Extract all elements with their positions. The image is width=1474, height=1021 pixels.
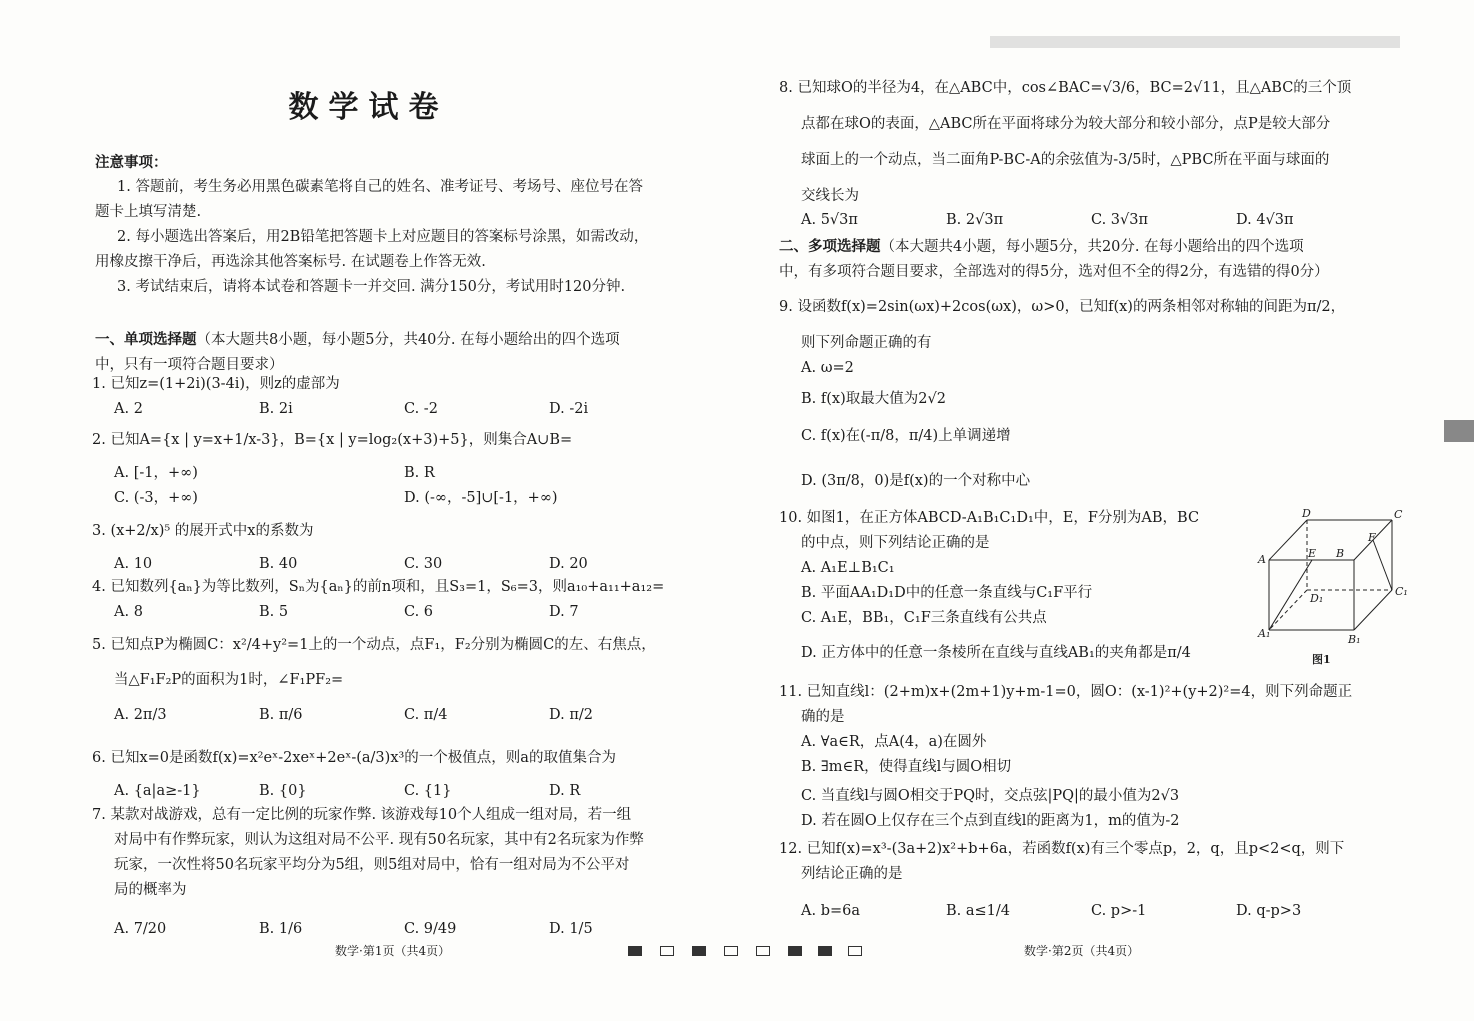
page-title: 数学试卷 [288, 90, 449, 125]
segment-a1e [1269, 560, 1312, 630]
question-stem: 1. 已知z=(1+2i)(3-4i)，则z的虚部为 [92, 376, 340, 392]
option-a: A. A₁E⊥B₁C₁ [801, 560, 895, 576]
options-row [92, 397, 694, 422]
registration-mark [660, 946, 674, 956]
question-stem-cont: 玩家，一次性将50名玩家平均分为5组，则5组对局中，恰有一组对局为不公平对 [114, 857, 630, 873]
option-c: C. 当直线l与圆O相交于PQ时，交点弦|PQ|的最小值为2√3 [801, 788, 1180, 804]
question-2 [92, 428, 694, 511]
option-b: B. 1/6 [259, 921, 303, 937]
question-11 [779, 680, 1352, 834]
question-9 [779, 295, 1345, 494]
question-stem-cont: 交线长为 [801, 188, 859, 204]
option-b: B. R [404, 465, 435, 481]
figure-label: F [1368, 531, 1376, 544]
option-d: D. R [549, 783, 581, 799]
option-b: B. 2√3π [946, 212, 1004, 228]
notice-section [95, 150, 648, 300]
section-1 [95, 327, 620, 378]
figure-label: B₁ [1348, 633, 1361, 646]
question-stem-cont: 局的概率为 [114, 882, 187, 898]
cube-edge [1269, 520, 1307, 560]
question-stem: 9. 设函数f(x)=2sin(ωx)+2cos(ωx)，ω>0，已知f(x)的两条相邻对称轴的间距为π/2， [779, 299, 1346, 315]
figure-label: D₁ [1310, 592, 1324, 605]
question-stem: 4. 已知数列{aₙ}为等比数列，Sₙ为{aₙ}的前n项和，且S₃=1，S₆=3，则a₁₀+a₁₁+a₁₂= [92, 579, 665, 595]
option-d: D. q-p>3 [1236, 903, 1302, 919]
section-2-desc-cont: 中，有多项符合题目要求，全部选对的得5分，选对但不全的得2分，有选错的得0分） [779, 264, 1329, 280]
cube-edge [1354, 590, 1392, 630]
cube-edge [1269, 590, 1307, 630]
registration-mark [628, 946, 642, 956]
option-d: D. 4√3π [1236, 212, 1294, 228]
figure-label: A₁ [1258, 627, 1271, 640]
option-d: D. 1/5 [549, 921, 593, 937]
option-a: A. 2 [114, 401, 143, 417]
question-6 [92, 746, 694, 804]
question-stem-cont: 列结论正确的是 [801, 866, 903, 882]
figure-label: D [1302, 507, 1311, 520]
option-a: A. 7/20 [114, 921, 167, 937]
option-c: C. A₁E，BB₁，C₁F三条直线有公共点 [801, 610, 1047, 626]
question-stem: 12. 已知f(x)=x³-(3a+2)x²+b+6a，若函数f(x)有三个零点p，2，q，且p<2<q，则下 [779, 841, 1345, 857]
options-row [92, 600, 694, 625]
registration-mark [724, 946, 738, 956]
question-stem-cont: 的中点，则下列结论正确的是 [801, 535, 990, 551]
option-c: C. 9/49 [404, 921, 457, 937]
question-stem: 3. (x+2/x)⁵ 的展开式中x的系数为 [92, 523, 314, 539]
section-2-title: 二、多项选择题 [779, 238, 881, 255]
figure-label: B [1336, 547, 1345, 560]
option-b: B. 平面AA₁D₁D中的任意一条直线与C₁F平行 [801, 585, 1093, 601]
page-2 [737, 0, 1474, 1021]
question-stem: 5. 已知点P为椭圆C：x²/4+y²=1上的一个动点，点F₁，F₂分别为椭圆C的左、右焦点， [92, 637, 656, 653]
option-c: C. {1} [404, 783, 452, 799]
question-3 [92, 519, 694, 577]
option-c: C. π/4 [404, 707, 448, 723]
notice-header: 注意事项： [95, 154, 168, 171]
question-8-options [801, 208, 1381, 233]
question-1 [92, 372, 694, 422]
option-a: A. 2π/3 [114, 707, 167, 723]
section-2 [779, 234, 1329, 285]
option-b: B. 5 [259, 604, 289, 620]
option-c: C. 3√3π [1091, 212, 1149, 228]
question-stem: 6. 已知x=0是函数f(x)=x²eˣ-2xeˣ+2eˣ-(a/3)x³的一个极值点，则a的取值集合为 [92, 750, 616, 766]
page-footer: 数学·第1页（共4页） [335, 944, 451, 958]
question-stem-cont: 确的是 [801, 709, 845, 725]
option-c: C. 30 [404, 556, 443, 572]
options-row [92, 779, 694, 804]
notice-line: 题卡上填写清楚. [95, 204, 202, 220]
registration-mark [692, 946, 706, 956]
question-stem: 11. 已知直线l：(2+m)x+(2m+1)y+m-1=0，圆O：(x-1)²+(y+2)²=4，则下列命题正 [779, 684, 1353, 700]
option-b: B. 40 [259, 556, 298, 572]
cube-figure [1252, 505, 1412, 670]
option-a: A. b=6a [801, 903, 860, 919]
option-a: A. [-1，+∞) [114, 465, 198, 481]
option-d: D. 若在圆O上仅存在三个点到直线l的距离为1，m的值为-2 [801, 813, 1180, 829]
figure-caption: 图1 [1312, 653, 1331, 666]
question-stem-cont: 球面上的一个动点，当二面角P-BC-A的余弦值为-3/5时，△PBC所在平面与球面的 [801, 152, 1330, 168]
option-b: B. {0} [259, 783, 307, 799]
options-row [92, 486, 694, 511]
option-b: B. a≤1/4 [946, 903, 1011, 919]
option-c: C. 6 [404, 604, 434, 620]
question-stem-cont: 当△F₁F₂P的面积为1时，∠F₁PF₂= [114, 672, 344, 688]
question-stem: 10. 如图1，在正方体ABCD-A₁B₁C₁D₁中，E，F分别为AB，BC [779, 510, 1200, 526]
options-row [92, 552, 694, 577]
option-a: A. ∀a∈R，点A(4，a)在圆外 [801, 734, 987, 750]
figure-label: C₁ [1395, 585, 1408, 598]
question-8 [779, 70, 1351, 214]
question-stem-cont: 点都在球O的表面，△ABC所在平面将球分为较大部分和较小部分，点P是较大部分 [801, 116, 1331, 132]
option-b: B. f(x)取最大值为2√2 [801, 391, 946, 407]
question-10 [779, 506, 1199, 666]
option-a: A. 5√3π [801, 212, 858, 228]
option-a: A. 8 [114, 604, 143, 620]
option-c: C. p>-1 [1091, 903, 1147, 919]
option-b: B. ∃m∈R，使得直线l与圆O相切 [801, 759, 1012, 775]
notice-line: 用橡皮擦干净后，再选涂其他答案标号. 在试题卷上作答无效. [95, 254, 486, 270]
question-stem: 2. 已知A={x | y=x+1/x-3}，B={x | y=log₂(x+3)+5}，则集合A∪B= [92, 432, 573, 448]
section-2-desc: （本大题共4小题，每小题5分，共20分. 在每小题给出的四个选项 [880, 239, 1304, 255]
figure-label: E [1308, 547, 1317, 560]
question-4 [92, 575, 694, 625]
question-stem-cont: 则下列命题正确的有 [801, 335, 932, 351]
notice-line: 1. 答题前，考生务必用黑色碳素笔将自己的姓名、准考证号、考场号、座位号在答 [117, 179, 643, 195]
option-d: D. (-∞，-5]∪[-1，+∞) [404, 490, 558, 506]
option-d: D. (3π/8，0)是f(x)的一个对称中心 [801, 473, 1031, 489]
question-5 [92, 633, 694, 728]
option-d: D. π/2 [549, 707, 593, 723]
page-footer: 数学·第2页（共4页） [1024, 944, 1140, 958]
question-stem: 7. 某款对战游戏，总有一定比例的玩家作弊. 该游戏每10个人组成一组对局，若一组 [92, 807, 632, 823]
notice-line: 3. 考试结束后，请将本试卷和答题卡一并交回. 满分150分，考试用时120分钟. [117, 279, 626, 295]
options-row [801, 208, 1381, 233]
option-c: C. f(x)在(-π/8，π/4)上单调递增 [801, 428, 1011, 444]
option-a: A. 10 [114, 556, 153, 572]
options-row [779, 899, 1381, 924]
question-7 [92, 803, 694, 942]
option-d: D. 7 [549, 604, 579, 620]
section-1-desc: （本大题共8小题，每小题5分，共40分. 在每小题给出的四个选项 [196, 332, 620, 348]
option-d: D. -2i [549, 401, 589, 417]
notice-line: 2. 每小题选出答案后，用2B铅笔把答题卡上对应题目的答案标号涂黑，如需改动， [117, 229, 649, 245]
option-b: B. π/6 [259, 707, 303, 723]
figure-label: A [1258, 553, 1266, 566]
question-12 [779, 837, 1381, 924]
section-1-desc-cont: 中，只有一项符合题目要求） [95, 357, 284, 373]
option-a: A. {a|a≥-1} [114, 783, 201, 799]
option-b: B. 2i [259, 401, 293, 417]
option-a: A. ω=2 [801, 360, 854, 376]
question-stem: 8. 已知球O的半径为4，在△ABC中，cos∠BAC=√3/6，BC=2√11，且△ABC的三个顶 [779, 80, 1352, 96]
options-row [92, 917, 694, 942]
option-c: C. -2 [404, 401, 438, 417]
option-c: C. (-3，+∞) [114, 490, 198, 506]
figure-label: C [1394, 508, 1403, 521]
option-d: D. 20 [549, 556, 588, 572]
options-row [92, 703, 694, 728]
options-row [92, 461, 694, 486]
question-stem-cont: 对局中有作弊玩家，则认为这组对局不公平. 现有50名玩家，其中有2名玩家为作弊 [114, 832, 644, 848]
section-1-title: 一、单项选择题 [95, 331, 197, 348]
option-d: D. 正方体中的任意一条棱所在直线与直线AB₁的夹角都是π/4 [801, 645, 1191, 661]
segment-c1f [1373, 540, 1392, 590]
